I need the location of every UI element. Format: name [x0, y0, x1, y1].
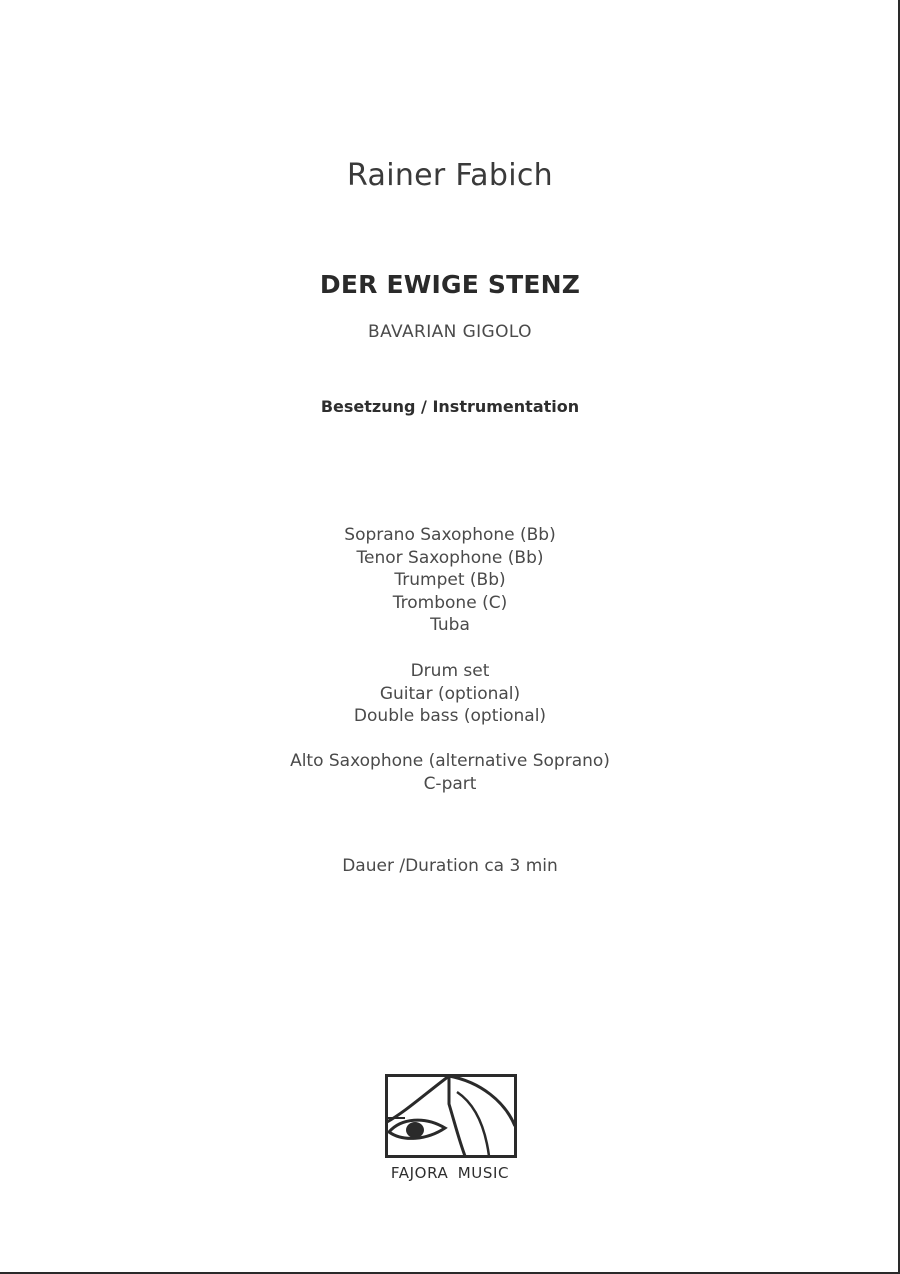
instrument-item: Double bass (optional)	[353, 706, 547, 726]
instrument-item: Drum set	[410, 661, 490, 681]
instrumentation-heading: Besetzung / Instrumentation	[320, 397, 580, 416]
instrument-item: Tuba	[430, 615, 470, 635]
piece-title: DER EWIGE STENZ	[319, 270, 581, 299]
instrument-item: Guitar (optional)	[379, 683, 521, 704]
instrument-item: Tenor Saxophone (Bb)	[356, 547, 544, 568]
instrument-list-alternatives	[0, 750, 900, 795]
instrument-item: C-part	[423, 773, 477, 794]
instrument-list-winds	[0, 524, 900, 637]
eye-logo-icon	[385, 1074, 517, 1158]
instrument-item: Alto Saxophone (alternative Soprano)	[290, 751, 610, 771]
instrument-item: Trombone (C)	[392, 592, 508, 613]
composer-name: Rainer Fabich	[347, 158, 553, 193]
duration-text: Dauer /Duration ca 3 min	[342, 856, 558, 876]
publisher-name: FAJORA MUSIC	[390, 1164, 510, 1182]
instrument-list-rhythm	[0, 660, 900, 728]
piece-subtitle: BAVARIAN GIGOLO	[368, 322, 532, 342]
instrument-item: Soprano Saxophone (Bb)	[344, 525, 556, 545]
instrument-item: Trumpet (Bb)	[394, 570, 506, 590]
